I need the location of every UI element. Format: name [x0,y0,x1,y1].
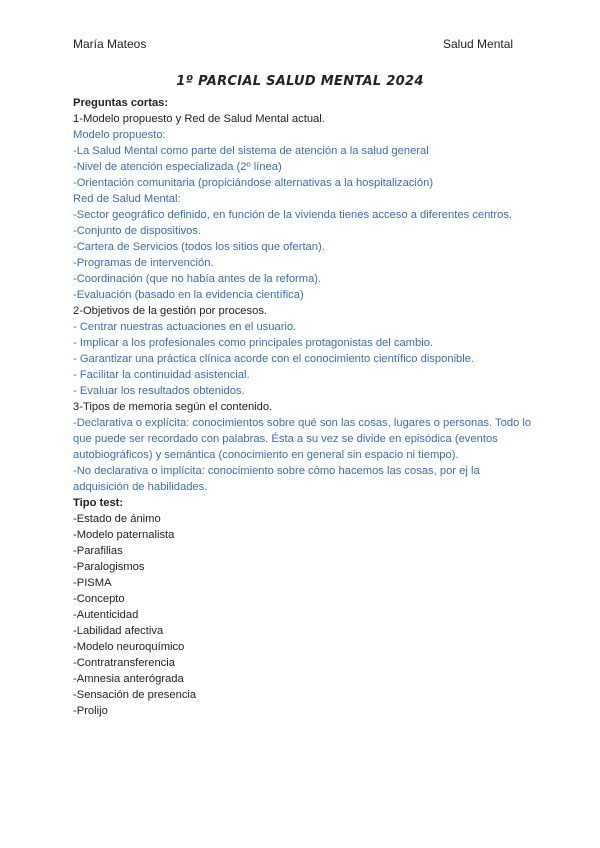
test-item: -Autenticidad [73,609,139,621]
page-title: 1º PARCIAL SALUD MENTAL 2024 [176,74,424,89]
red-item: -Evaluación (basado en la evidencia científica) [73,289,304,301]
test-item: -Estado de ánimo [73,513,161,525]
objective-item: - Facilitar la continuidad asistencial. [73,369,250,381]
model-item: -Orientación comunitaria (propiciándose alternativas a la hospitalización) [73,177,434,189]
header-subject: Salud Mental [443,37,514,51]
question-3: 3-Tipos de memoria según el contenido. [73,401,273,413]
test-item: -Parafilias [73,545,123,557]
test-item: -Modelo neuroquímico [73,641,185,653]
question-1: 1-Modelo propuesto y Red de Salud Mental actual. [73,113,325,125]
red-item: -Coordinación (que no había antes de la reforma). [73,273,322,285]
memory-type-nondeclarative: -No declarativa o implícita: conocimiento sobre cómo hacemos las cosas, por ej la adquisición de habilidades. [73,465,480,493]
test-item: -Labilidad afectiva [73,625,164,637]
objective-item: - Garantizar una práctica clínica acorde con el conocimiento científico disponible. [73,353,475,365]
header-author: María Mateos [73,37,147,51]
red-item: -Sector geográfico definido, en función de la vivienda tienes acceso a diferentes centros. [73,209,513,221]
red-item: -Conjunto de dispositivos. [73,225,202,237]
model-item: -Nivel de atención especializada (2º línea) [73,161,282,173]
document-body [73,95,533,719]
memory-type-declarative: -Declarativa o explícita: conocimientos sobre qué son las cosas, lugares o personas. Todo lo que puede ser recordado con palabras. Ésta a su vez se divide en episódica (eventos autobiográficos) y semántica (conocimiento en general sin espacio ni tiempo). [73,417,532,461]
question-2: 2-Objetivos de la gestión por procesos. [73,305,268,317]
test-item: -Paralogismos [73,561,145,573]
red-item: -Cartera de Servicios (todos los sitios que ofertan). [73,241,325,253]
objective-item: - Evaluar los resultados obtenidos. [73,385,245,397]
test-item: -PISMA [73,577,112,589]
objective-item: - Centrar nuestras actuaciones en el usuario. [73,321,297,333]
objective-item: - Implicar a los profesionales como principales protagonistas del cambio. [73,337,434,349]
red-heading: Red de Salud Mental: [73,193,181,205]
short-questions-heading: Preguntas cortas: [73,97,169,109]
test-item: -Prolijo [73,705,108,717]
model-item: -La Salud Mental como parte del sistema de atención a la salud general [73,145,429,157]
model-heading: Modelo propuesto: [73,129,166,141]
test-item: -Contratransferencia [73,657,175,669]
test-item: -Modelo paternalista [73,529,175,541]
test-item: -Concepto [73,593,125,605]
test-heading: Tipo test: [73,497,124,509]
test-item: -Sensación de presencia [73,689,197,701]
test-item: -Amnesia anterógrada [73,673,184,685]
red-item: -Programas de intervención. [73,257,214,269]
